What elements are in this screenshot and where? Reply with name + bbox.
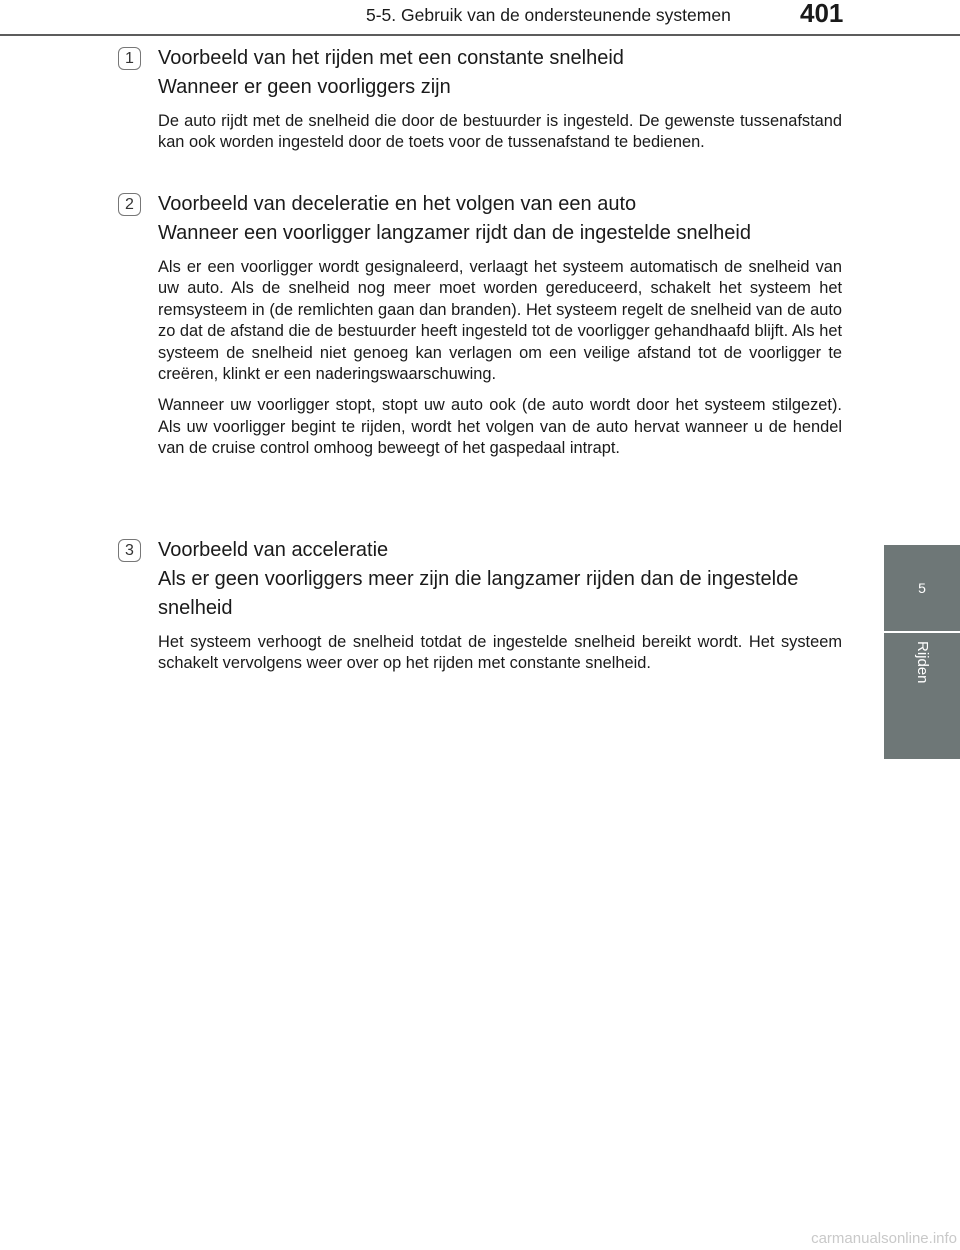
section-1-heading-line-1: Voorbeeld van het rijden met een constante snelheid bbox=[158, 47, 624, 69]
step-marker-1: 1 bbox=[118, 47, 141, 70]
chapter-label: Rijden bbox=[914, 641, 931, 684]
section-2-heading-line-2: Wanneer een voorligger langzamer rijdt dan de ingestelde snelheid bbox=[158, 222, 751, 244]
chapter-number: 5 bbox=[918, 580, 926, 596]
section-3 bbox=[118, 536, 842, 675]
section-2-heading-line-1: Voorbeeld van deceleratie en het volgen van een auto bbox=[158, 193, 637, 215]
page-number: 401 bbox=[800, 0, 844, 28]
section-2 bbox=[118, 190, 842, 460]
section-2-heading bbox=[158, 190, 842, 248]
chapter-tab-label[interactable] bbox=[884, 633, 960, 759]
section-3-heading bbox=[158, 536, 842, 623]
step-marker-3: 3 bbox=[118, 539, 141, 562]
section-3-heading-line-2: Als er geen voorliggers meer zijn die langzamer rijden dan de ingestelde snelheid bbox=[158, 568, 799, 619]
section-1 bbox=[118, 44, 842, 154]
chapter-tab-number[interactable] bbox=[884, 545, 960, 631]
watermark: carmanualsonline.info bbox=[811, 1230, 957, 1247]
section-title: 5-5. Gebruik van de ondersteunende systemen bbox=[366, 5, 731, 25]
section-3-paragraph-1: Het systeem verhoogt de snelheid totdat de ingestelde snelheid bereikt wordt. Het systeem schakelt vervolgens weer over op het rijden met constante snelheid. bbox=[158, 633, 842, 673]
section-1-paragraph-1: De auto rijdt met de snelheid die door de bestuurder is ingesteld. De gewenste tussenafstand kan ook worden ingesteld door de toets voor de tussenafstand te bedienen. bbox=[158, 112, 842, 152]
section-3-heading-line-1: Voorbeeld van acceleratie bbox=[158, 539, 389, 561]
section-1-heading-line-2: Wanneer er geen voorliggers zijn bbox=[158, 76, 451, 98]
step-marker-2: 2 bbox=[118, 193, 141, 216]
section-1-heading bbox=[158, 44, 842, 102]
section-2-paragraph-1: Als er een voorligger wordt gesignaleerd, verlaagt het systeem automatisch de snelheid van uw auto. Als de snelheid nog meer moet worden gereduceerd, schakelt het systeem het remsysteem in (de remlichten gaan dan branden). Het systeem regelt de snelheid van de auto zo dat de afstand die de bestuurder heeft ingesteld tot de voorligger gehandhaafd blijft. Als het systeem de snelheid niet genoeg kan verlagen om een veilige afstand tot de voorligger te creëren, klinkt er een naderingswaarschuwing. bbox=[158, 258, 842, 384]
header-divider bbox=[0, 34, 960, 36]
section-2-paragraph-2: Wanneer uw voorligger stopt, stopt uw auto ook (de auto wordt door het systeem stilgezet). Als uw voorligger begint te rijden, wordt het volgen van de auto hervat wanneer u de hendel van de cruise control omhoog beweegt of het gaspedaal intrapt. bbox=[158, 396, 842, 458]
